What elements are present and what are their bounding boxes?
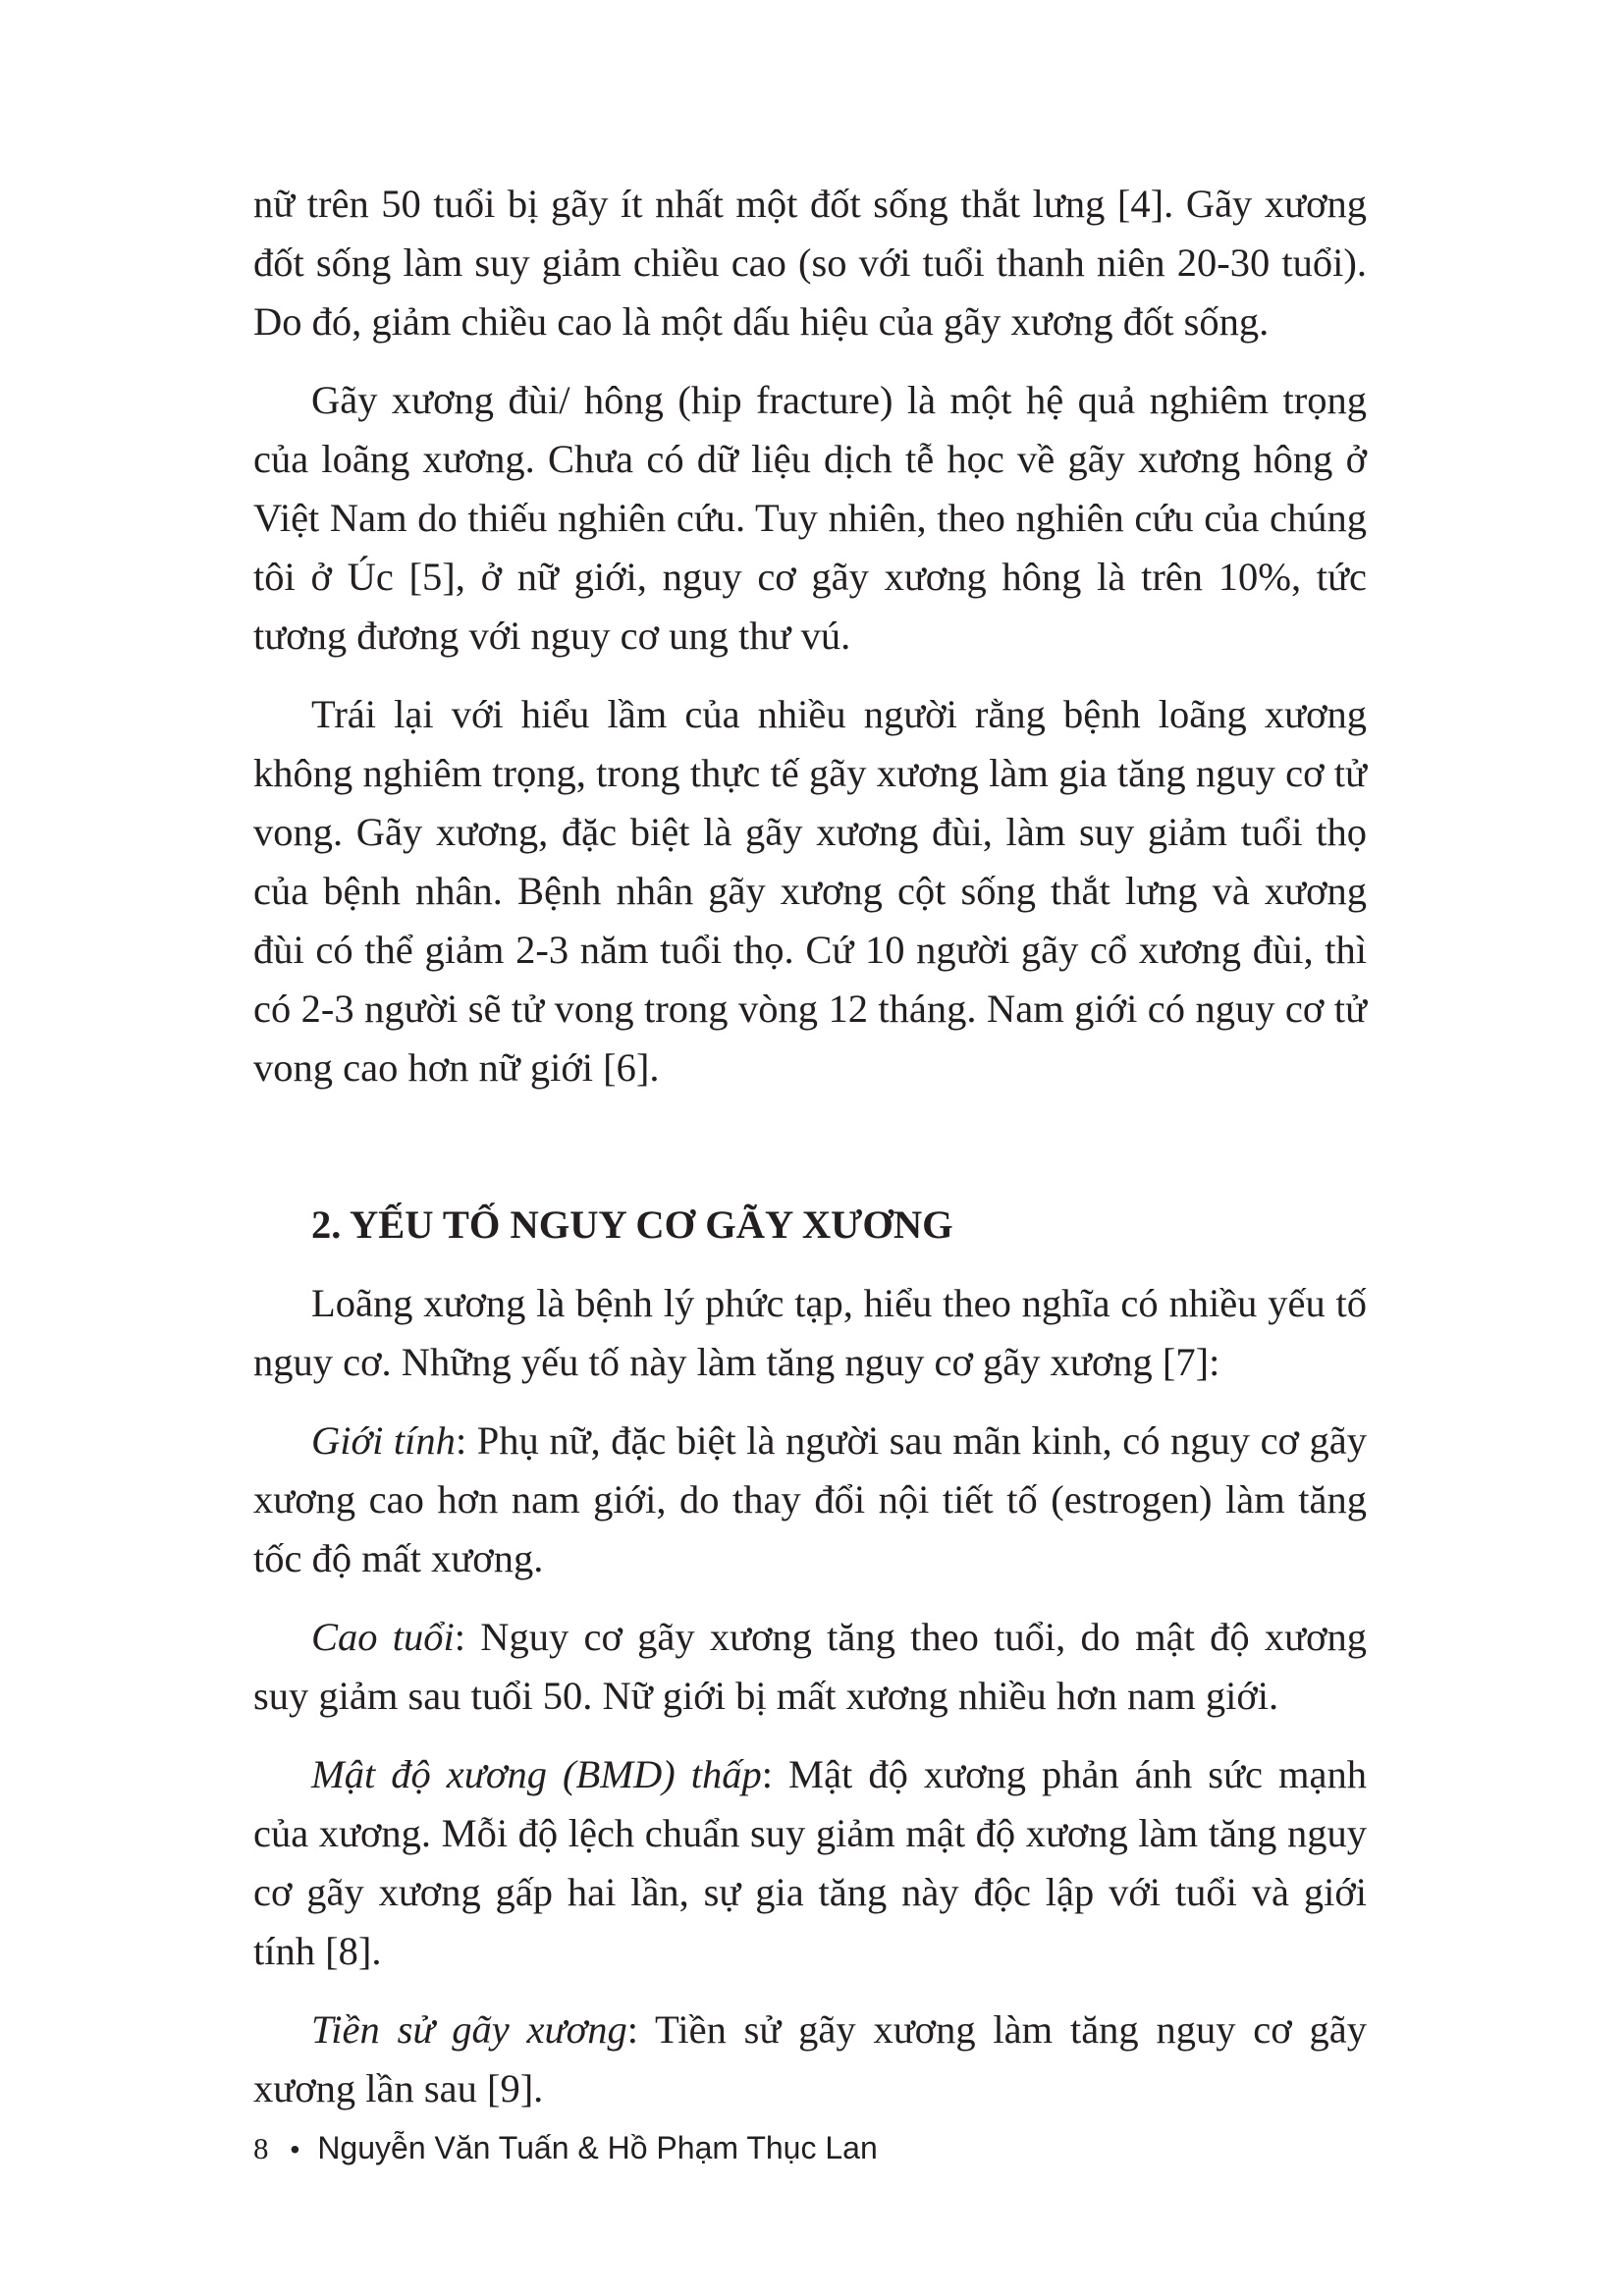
- page-footer: [253, 2126, 878, 2171]
- page-number: 8: [253, 2131, 269, 2165]
- risk-factor-term: Mật độ xương (BMD) thấp: [311, 1752, 762, 1796]
- footer-authors: Nguyễn Văn Tuấn & Hồ Phạm Thục Lan: [317, 2130, 878, 2165]
- paragraph-risk-intro: Loãng xương là bệnh lý phức tạp, hiểu theo nghĩa có nhiều yếu tố nguy cơ. Những yếu tố này làm tăng nguy cơ gãy xương [7]:: [253, 1281, 1367, 1384]
- risk-factor-gender: [253, 1412, 1367, 1588]
- risk-factor-bmd: [253, 1745, 1367, 1981]
- risk-factor-text: : Phụ nữ, đặc biệt là người sau mãn kinh, có nguy cơ gãy xương cao hơn nam giới, do thay đổi nội tiết tố (estrogen) làm tăng tốc độ mất xương.: [253, 1418, 1367, 1580]
- paragraph-hip-fracture: Gãy xương đùi/ hông (hip fracture) là một hệ quả nghiêm trọng của loãng xương. Chưa có dữ liệu dịch tễ học về gãy xương hông ở Việt Nam do thiếu nghiên cứu. Tuy nhiên, theo nghiên cứu của chúng tôi ở Úc [5], ở nữ giới, nguy cơ gãy xương hông là trên 10%, tức tương đương với nguy cơ ung thư vú.: [253, 378, 1367, 658]
- risk-factor-term: Giới tính: [311, 1418, 456, 1463]
- paragraph-vertebral-fracture: nữ trên 50 tuổi bị gãy ít nhất một đốt sống thắt lưng [4]. Gãy xương đốt sống làm suy giảm chiều cao (so với tuổi thanh niên 20-30 tuổi). Do đó, giảm chiều cao là một dấu hiệu của gãy xương đốt sống.: [253, 182, 1367, 344]
- risk-factor-text: : Nguy cơ gãy xương tăng theo tuổi, do mật độ xương suy giảm sau tuổi 50. Nữ giới bị mất xương nhiều hơn nam giới.: [253, 1615, 1367, 1718]
- risk-factor-term: Tiền sử gãy xương: [311, 2007, 627, 2052]
- risk-factor-term: Cao tuổi: [311, 1615, 455, 1659]
- risk-factor-history: [253, 2001, 1367, 2118]
- risk-factor-text: : Tiền sử gãy xương làm tăng nguy cơ gãy xương lần sau [9].: [253, 2007, 1367, 2110]
- footer-bullet: •: [290, 2134, 300, 2164]
- risk-factor-text: : Mật độ xương phản ánh sức mạnh của xương. Mỗi độ lệch chuẩn suy giảm mật độ xương làm tăng nguy cơ gãy xương gấp hai lần, sự gia tăng này độc lập với tuổi và giới tính [8].: [253, 1752, 1367, 1973]
- risk-factor-age: [253, 1608, 1367, 1726]
- paragraph-mortality: Trái lại với hiểu lầm của nhiều người rằng bệnh loãng xương không nghiêm trọng, trong thực tế gãy xương làm gia tăng nguy cơ tử vong. Gãy xương, đặc biệt là gãy xương đùi, làm suy giảm tuổi thọ của bệnh nhân. Bệnh nhân gãy xương cột sống thắt lưng và xương đùi có thể giảm 2-3 năm tuổi thọ. Cứ 10 người gãy cổ xương đùi, thì có 2-3 người sẽ tử vong trong vòng 12 tháng. Nam giới có nguy cơ tử vong cao hơn nữ giới [6].: [253, 692, 1367, 1090]
- page-body: [253, 175, 1367, 2138]
- section-heading: 2. YẾU TỐ NGUY CƠ GÃY XƯƠNG: [311, 1202, 953, 1247]
